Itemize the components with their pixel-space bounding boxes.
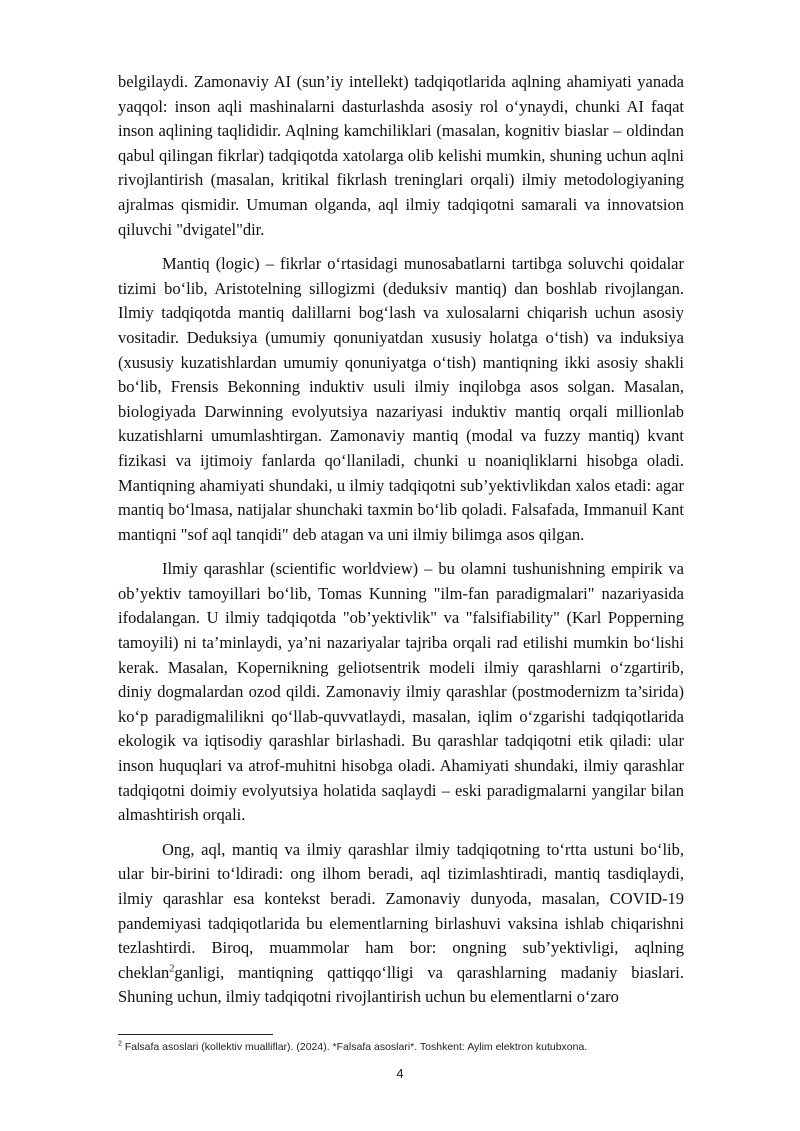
paragraph-mantiq: Mantiq (logic) – fikrlar o‘rtasidagi munosabatlarni tartibga soluvchi qoidalar tizimi bo‘lib, Aristotelning sillogizmi (deduksiv mantiq) dan boshlab rivojlangan. Ilmiy tadqiqotda mantiq dalillarni bog‘lash va xulosalarni chiqarish uchun asosiy vositadir. Deduksiya (umumiy qonuniyatdan xususiy holatga o‘tish) va induksiya (xususiy kuzatishlardan umumiy qonuniyatga o‘tish) mantiqning ikki asosiy shakli bo‘lib, Frensis Bekonning induktiv usuli ilmiy inqilobga asos solgan. Masalan, biologiyada Darwinning evolyutsiya nazariyasi induktiv mantiq orqali millionlab kuzatishlarni umumlashtirgan. Zamonaviy mantiq (modal va fuzzy mantiq) kvant fizikasi va ijtimoiy fanlarda qo‘llaniladi, chunki u noaniqliklarni hisobga oladi. Mantiqning ahamiyati shundaki, u ilmiy tadqiqotni sub’yektivlikdan xalos etadi: agar mantiq bo‘lmasa, natijalar shunchaki taxmin bo‘lib qoladi. Falsafada, Immanuil Kant mantiqni "sof aql tanqidi" deb atagan va uni ilmiy bilimga asos qilgan. [118,254,684,544]
footnote-text: Falsafa asoslari (kollektiv mualliflar). (2024). *Falsafa asoslari*. Toshkent: Aylim elektron kutubxona. [124,1041,588,1053]
footnote-separator [118,1034,273,1035]
footnote-reference: 2 [169,963,175,975]
paragraph-ilmiy-qarashlar: Ilmiy qarashlar (scientific worldview) – bu olamni tushunishning empirik va ob’yektiv tamoyillari bo‘lib, Tomas Kunning "ilm-fan paradigmalari" nazariyasida ifodalangan. U ilmiy tadqiqotda "ob’yektivlik" va "falsifiability" (Karl Popperning tamoyili) ni ta’minlaydi, ya’ni nazariyalar tajriba orqali rad etilishi mumkin bo‘lishi kerak. Masalan, Kopernikning geliotsentrik modeli ilmiy qarashlarni o‘zgartirib, diniy dogmalardan ozod qildi. Zamonaviy ilmiy qarashlar (postmodernizm ta’sirida) ko‘p paradigmalilikni qo‘llab-quvvatlaydi, masalan, iqlim o‘zgarishi tadqiqotlarida ekologik va iqtisodiy qarashlar birlashadi. Bu qarashlar tadqiqotni etik qiladi: ular inson huquqlari va atrof-muhitni hisobga oladi. Ahamiyati shundaki, ilmiy qarashlar tadqiqotni doimiy evolyutsiya holatida saqlaydi – eski paradigmalarni yangilar bilan almashtirish orqali. [118,559,684,825]
footnote [118,1040,718,1054]
paragraph-conclusion-part-1: Ong, aql, mantiq va ilmiy qarashlar ilmiy tadqiqotning to‘rtta ustuni bo‘lib, ular bir-birini to‘ldiradi: ong ilhom beradi, aql tizimlashtiradi, mantiq tasdiqlaydi, ilmiy qarashlar esa kontekst beradi. Zamonaviy dunyoda, masalan, COVID-19 pandemiyasi tadqiqotlarida bu elementlarning birlashuvi vaksina ishlab chiqarishni tezlashtirdi. Biroq, muammolar ham bor: ongning sub’yektivligi, aqlning cheklan [118,839,684,982]
page-number: 4 [396,1066,404,1081]
paragraph-conclusion [118,838,684,1010]
paragraph-continuation: belgilaydi. Zamonaviy AI (sun’iy intellekt) tadqiqotlarida aqlning ahamiyati yanada yaqqol: inson aqli mashinalarni dasturlashda asosiy rol o‘ynaydi, chunki AI faqat inson aqlining taqlididir. Aqlning kamchiliklari (masalan, kognitiv biaslar – oldindan qabul qilingan fikrlar) tadqiqotda xatolarga olib kelishi mumkin, shuning uchun aqlni rivojlantirish (masalan, kritikal fikrlash treninglari orqali) ilmiy metodologiyaning ajralmas qismidir. Umuman olganda, aql ilmiy tadqiqotni samarali va innovatsion qiluvchi "dvigatel"dir. [118,72,684,239]
paragraph-conclusion-part-2: ganligi, mantiqning qattiqqo‘lligi va qarashlarning madaniy biaslari. Shuning uchun, ilmiy tadqiqotni rivojlantirish uchun bu elementlarni o‘zaro [118,962,684,1007]
footnote-number: 2 [118,1040,122,1048]
body-text [118,70,684,1020]
